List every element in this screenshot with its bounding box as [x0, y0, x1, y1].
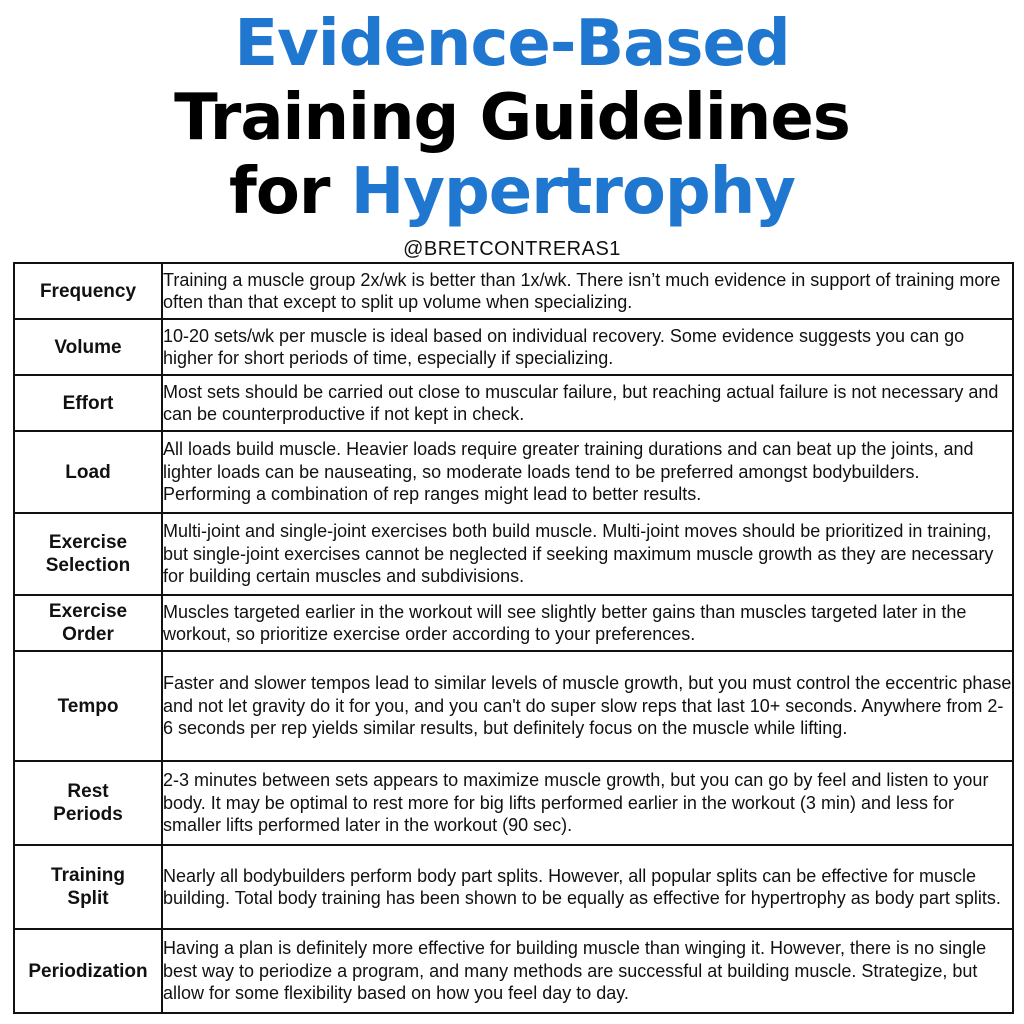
- table-row: [14, 595, 1013, 651]
- row-label: Volume: [14, 319, 162, 375]
- row-label: Frequency: [14, 263, 162, 319]
- row-label: Tempo: [14, 651, 162, 761]
- table-row: [14, 431, 1013, 513]
- table-row: [14, 761, 1013, 845]
- row-label: Exercise Selection: [14, 513, 162, 595]
- title-line-3-prefix: for: [229, 155, 351, 229]
- guidelines-table: [13, 262, 1014, 1014]
- row-label: Load: [14, 431, 162, 513]
- author-handle: @BRETCONTRERAS1: [403, 238, 621, 260]
- title-line-3-highlight: Hypertrophy: [350, 155, 795, 229]
- row-description: 2-3 minutes between sets appears to maximize muscle growth, but you can go by feel and listen to your body. It may be optimal to rest more for big lifts performed earlier in the workout (3 min) and less for smaller lifts performed later in the workout (90 sec).: [162, 761, 1013, 845]
- row-description: Multi-joint and single-joint exercises both build muscle. Multi-joint moves should be prioritized in training, but single-joint exercises cannot be neglected if seeking maximum muscle growth as they are necessary for building certain muscles and subdivisions.: [162, 513, 1013, 595]
- title-line-2: Training Guidelines: [174, 81, 850, 155]
- title-line-3: [0, 155, 1024, 229]
- row-description: Muscles targeted earlier in the workout will see slightly better gains than muscles targeted later in the workout, so prioritize exercise order according to your preferences.: [162, 595, 1013, 651]
- row-description: Training a muscle group 2x/wk is better than 1x/wk. There isn’t much evidence in support of training more often than that except to split up volume when specializing.: [162, 263, 1013, 319]
- row-description: Nearly all bodybuilders perform body part splits. However, all popular splits can be effective for muscle building. Total body training has been shown to be equally as effective for hypertrophy as body part splits.: [162, 845, 1013, 929]
- row-description: 10-20 sets/wk per muscle is ideal based on individual recovery. Some evidence suggests you can go higher for short periods of time, especially if specializing.: [162, 319, 1013, 375]
- row-label: Training Split: [14, 845, 162, 929]
- row-description: Having a plan is definitely more effective for building muscle than winging it. However, there is no single best way to periodize a program, and many methods are successful at building muscle. Strategize, but allow for some flexibility based on how you feel day to day.: [162, 929, 1013, 1013]
- table-row: [14, 929, 1013, 1013]
- title-line-1: Evidence-Based: [234, 7, 790, 81]
- row-description: Most sets should be carried out close to muscular failure, but reaching actual failure is not necessary and can be counterproductive if not kept in check.: [162, 375, 1013, 431]
- row-label: Exercise Order: [14, 595, 162, 651]
- table-row: [14, 263, 1013, 319]
- table-row: [14, 845, 1013, 929]
- row-label: Rest Periods: [14, 761, 162, 845]
- table-row: [14, 513, 1013, 595]
- table-row: [14, 375, 1013, 431]
- table-row: [14, 651, 1013, 761]
- row-description: Faster and slower tempos lead to similar levels of muscle growth, but you must control the eccentric phase and not let gravity do it for you, and you can't do super slow reps that last 10+ seconds. Anywhere from 2-6 seconds per rep yields similar results, but definitely focus on the muscle while lifting.: [162, 651, 1013, 761]
- row-label: Effort: [14, 375, 162, 431]
- row-description: All loads build muscle. Heavier loads require greater training durations and can beat up the joints, and lighter loads can be nauseating, so moderate loads tend to be preferred amongst bodybuilders. Performing a combination of rep ranges might lead to better results.: [162, 431, 1013, 513]
- table-row: [14, 319, 1013, 375]
- row-label: Periodization: [14, 929, 162, 1013]
